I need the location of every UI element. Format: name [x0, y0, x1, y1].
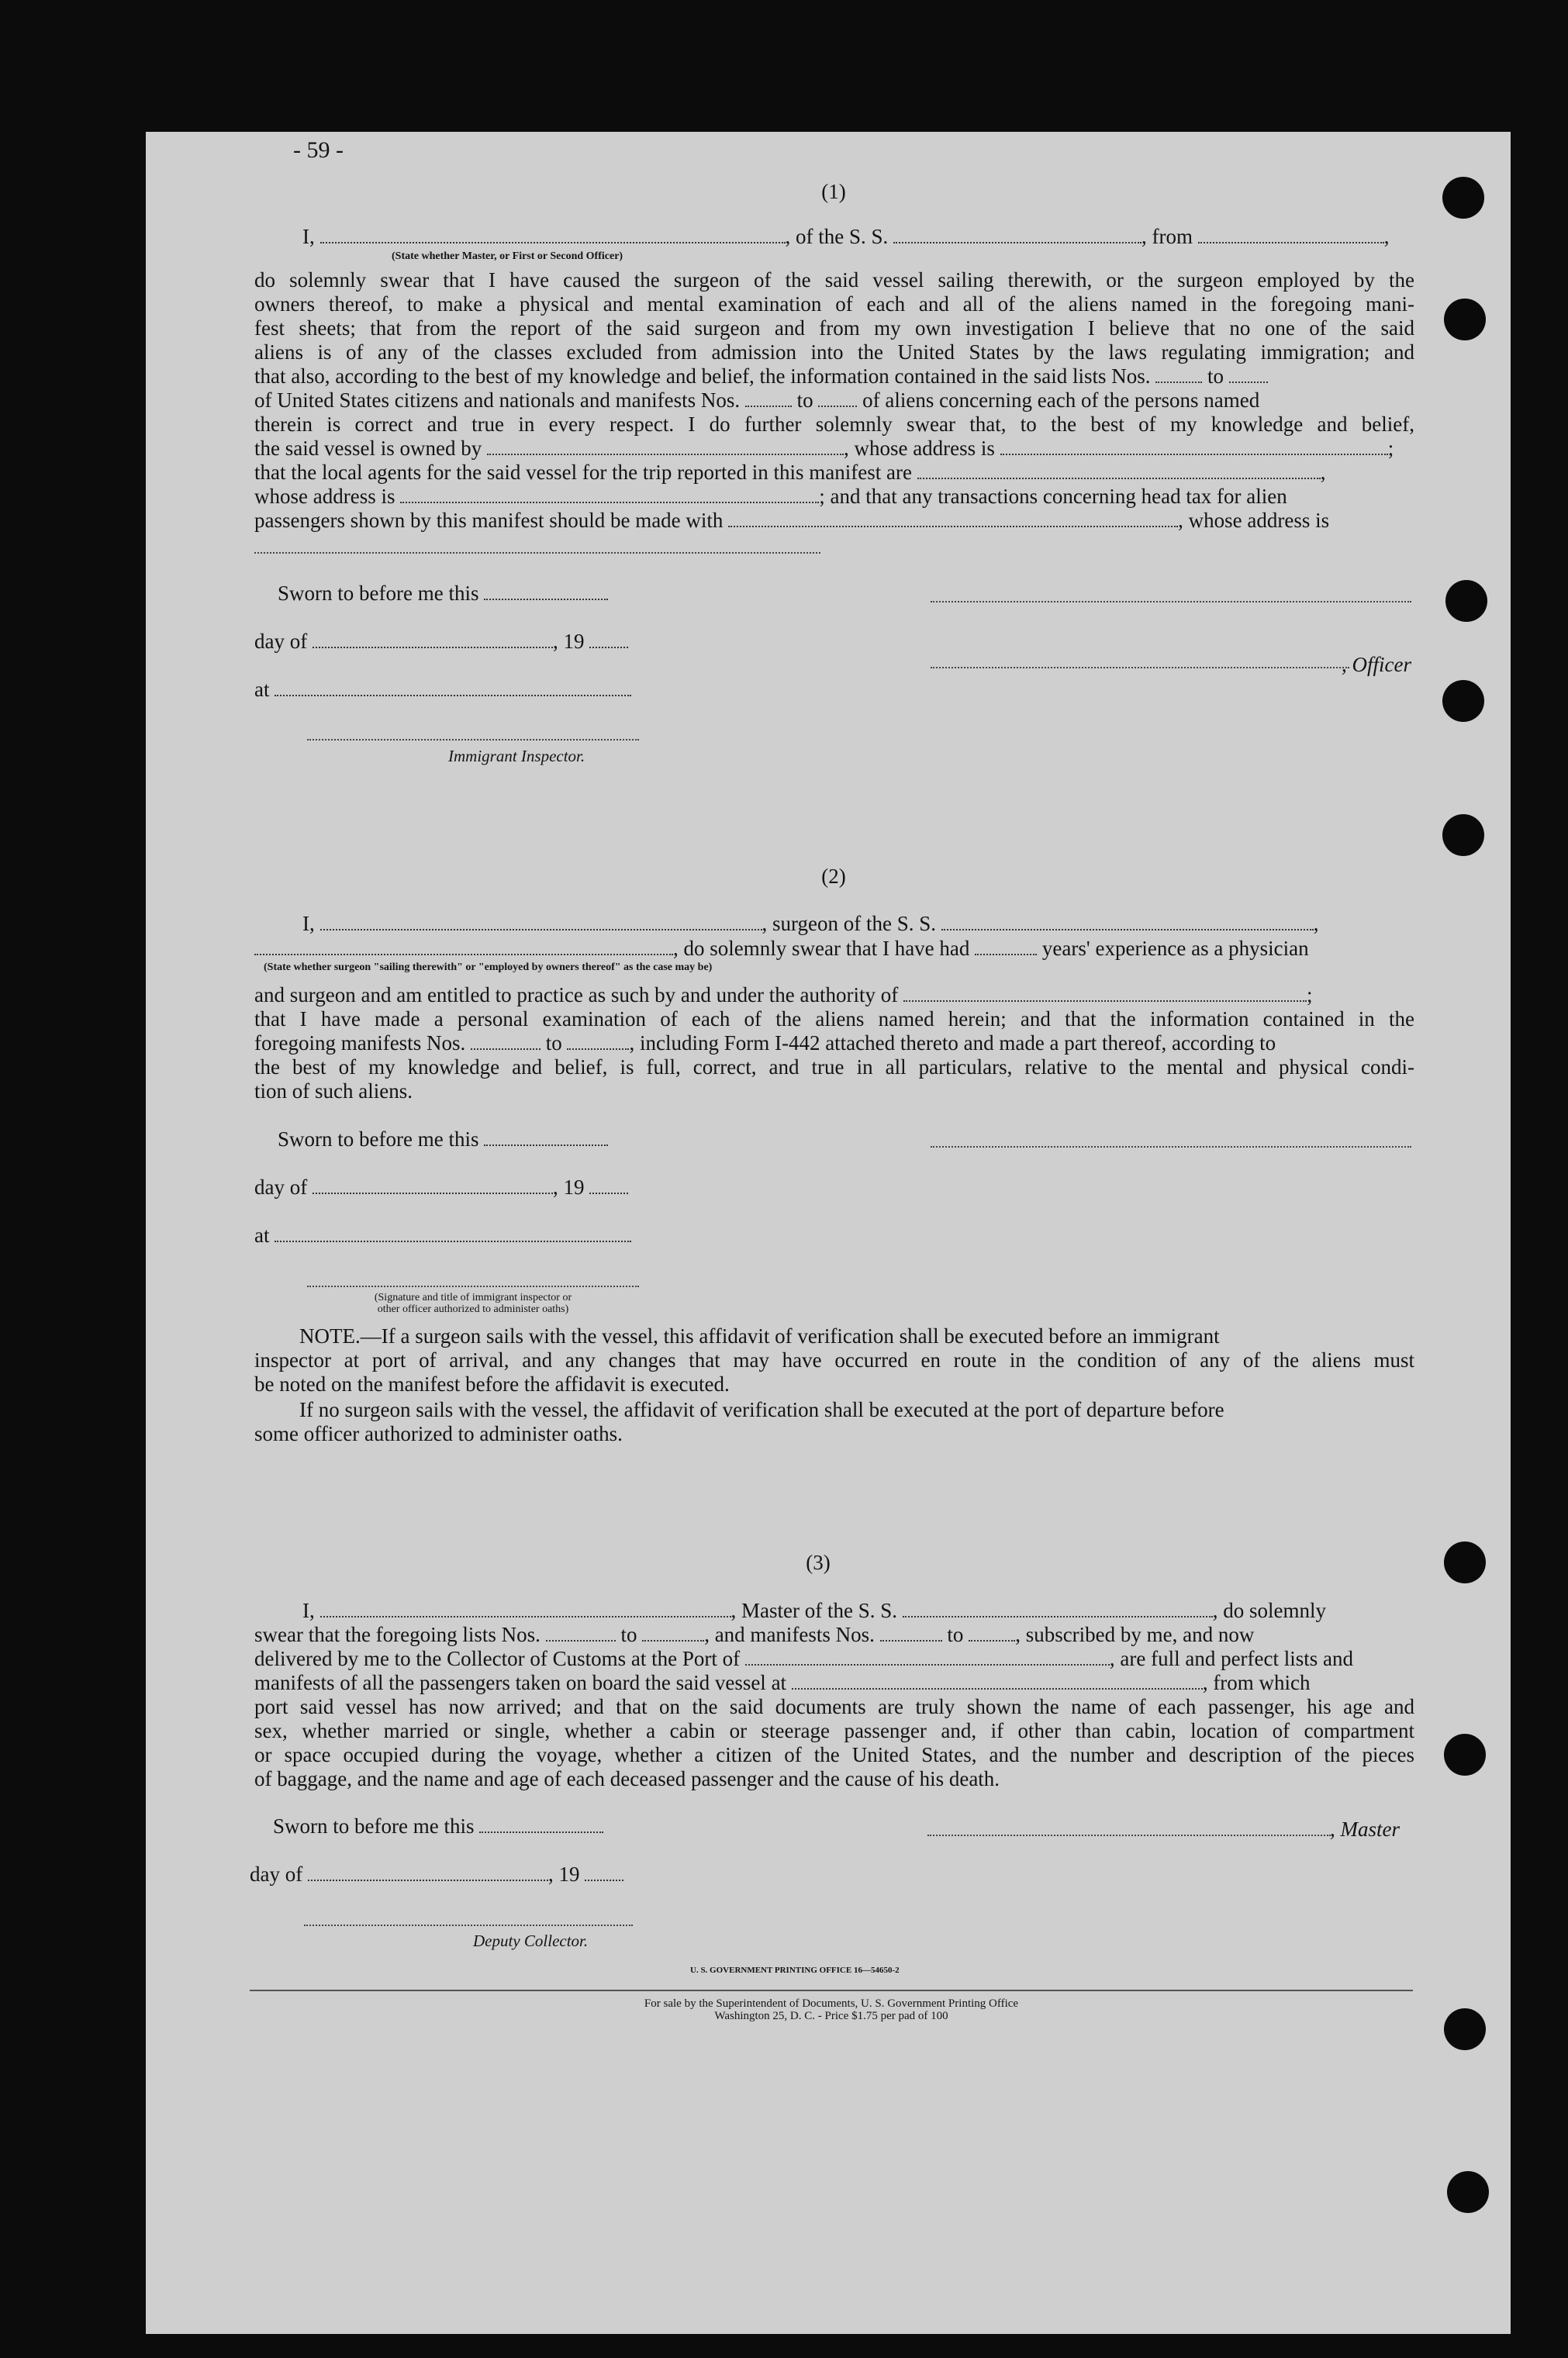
deputy-signature-line [304, 1925, 633, 1926]
s1-address-line: whose address is ; and that any transactions concerning head tax for alien [254, 485, 1287, 508]
punch-hole [1442, 177, 1484, 219]
note-line: inspector at port of arrival, and any changes that may have occurred en route in the condition of any of the aliens must [254, 1348, 1414, 1372]
officer-signature-line [931, 601, 1411, 602]
s2-authority-line: and surgeon and am entitled to practice as such by and under the authority of ; [254, 983, 1313, 1006]
top-page-marks: - 59 - [293, 137, 344, 163]
s1-line1: I, , of the S. S. , from , [302, 225, 1390, 248]
sig-caption: other officer authorized to administer oaths) [377, 1303, 569, 1315]
note-line: If no surgeon sails with the vessel, the affidavit of verification shall be executed at the port of departure before [299, 1398, 1224, 1421]
s3-line: port said vessel has now arrived; and that on the said documents are truly shown the name of each passenger, his age and [254, 1695, 1414, 1718]
s3-line4: manifests of all the passengers taken on board the said vessel at , from which [254, 1671, 1311, 1694]
s2-line: tion of such aliens. [254, 1079, 413, 1103]
punch-hole [1447, 2171, 1489, 2213]
punch-hole [1445, 580, 1487, 622]
footer-line: Washington 25, D. C. - Price $1.75 per pad of 100 [714, 2010, 948, 2022]
sig-caption: (Signature and title of immigrant inspector or [374, 1292, 572, 1303]
surgeon-signature-line [931, 1146, 1411, 1148]
s2-line1: I, , surgeon of the S. S. , [302, 912, 1319, 935]
s1-caption: (State whether Master, or First or Second Officer) [392, 250, 623, 262]
s3-line: of baggage, and the name and age of each deceased passenger and the cause of his death. [254, 1767, 1000, 1790]
master-signature-line [927, 1835, 1331, 1836]
note-line: be noted on the manifest before the affidavit is executed. [254, 1372, 730, 1396]
inspector-signature-line [307, 1286, 639, 1287]
master-label: , Master [1330, 1818, 1400, 1841]
s3-line: or space occupied during the voyage, whether a citizen of the United States, and the number and description of the pieces [254, 1743, 1414, 1766]
deputy-label: Deputy Collector. [473, 1932, 589, 1950]
inspector-label: Immigrant Inspector. [448, 747, 585, 765]
s1-agents-line: that the local agents for the said vessel for the trip reported in this manifest are , [254, 461, 1326, 484]
note-line: some officer authorized to administer oaths. [254, 1422, 623, 1445]
s1-line: therein is correct and true in every respect. I do further solemnly swear that, to the best of my knowledge and belief, [254, 413, 1414, 436]
s1-line: do solemnly swear that I have caused the surgeon of the said vessel sailing therewith, or the surgeon employed by the [254, 268, 1414, 292]
s1-day: day of , 19 [254, 630, 628, 654]
punch-hole [1444, 299, 1486, 340]
s2-caption: (State whether surgeon "sailing therewith" or "employed by owners thereof" as the case may be) [264, 961, 713, 973]
footer-rule [250, 1990, 1413, 1991]
s2-line2: , do solemnly swear that I have had years' experience as a physician [254, 937, 1309, 961]
note-line: NOTE.—If a surgeon sails with the vessel, this affidavit of verification shall be executed before an immigrant [299, 1324, 1220, 1348]
s1-line: aliens is of any of the classes excluded from admission into the United States by the laws regulating immigration; and [254, 340, 1414, 364]
s2-line: that I have made a personal examination of each of the aliens named herein; and that the information contained in the [254, 1007, 1414, 1031]
punch-hole [1442, 814, 1484, 856]
s1-lists-line: that also, according to the best of my knowledge and belief, the information contained in the said lists Nos. to [254, 364, 1268, 388]
blank-line [254, 552, 820, 554]
punch-hole [1444, 2008, 1486, 2050]
punch-hole [1442, 680, 1484, 722]
s2-sworn: Sworn to before me this [278, 1127, 608, 1151]
s3-line1: I, , Master of the S. S. , do solemnly [302, 1599, 1326, 1622]
gpo-imprint: U. S. GOVERNMENT PRINTING OFFICE 16—54650-2 [690, 1966, 900, 1975]
s1-line: fest sheets; that from the report of the said surgeon and from my own investigation I believe that no one of the said [254, 316, 1414, 340]
officer-line [931, 667, 1349, 668]
s1-line: owners thereof, to make a physical and mental examination of each and all of the aliens named in the foregoing mani- [254, 292, 1414, 316]
inspector-signature-line [307, 739, 639, 741]
punch-hole [1444, 1542, 1486, 1583]
s3-line: sex, whether married or single, whether a cabin or steerage passenger and, if other than cabin, location of compartment [254, 1719, 1414, 1742]
footer-line: For sale by the Superintendent of Documents, U. S. Government Printing Office [644, 1997, 1019, 2010]
s3-sworn: Sworn to before me this [273, 1814, 603, 1838]
officer-label: , Officer [1342, 653, 1411, 676]
s1-manifests-line: of United States citizens and nationals and manifests Nos. to of aliens concerning each of the persons named [254, 388, 1260, 412]
s1-owned-line: the said vessel is owned by , whose address is ; [254, 437, 1394, 460]
s3-line2: swear that the foregoing lists Nos. to , and manifests Nos. to , subscribed by me, and now [254, 1623, 1255, 1646]
s1-sworn: Sworn to before me this [278, 582, 608, 606]
section-number: (3) [806, 1551, 831, 1574]
s3-line3: delivered by me to the Collector of Customs at the Port of , are full and perfect lists and [254, 1647, 1354, 1670]
s2-day: day of , 19 [254, 1176, 628, 1200]
section-number: (1) [821, 180, 846, 203]
s2-foregoing-line: foregoing manifests Nos. to , including Form I-442 attached thereto and made a part thereof, according to [254, 1031, 1276, 1055]
punch-hole [1444, 1734, 1486, 1776]
section-number: (2) [821, 865, 846, 888]
s2-at: at [254, 1224, 631, 1248]
s2-line: the best of my knowledge and belief, is full, correct, and true in all particulars, relative to the mental and physical condi- [254, 1055, 1414, 1079]
s1-passengers-line: passengers shown by this manifest should be made with , whose address is [254, 509, 1330, 532]
s1-at: at [254, 678, 631, 702]
s3-day: day of , 19 [250, 1863, 623, 1887]
